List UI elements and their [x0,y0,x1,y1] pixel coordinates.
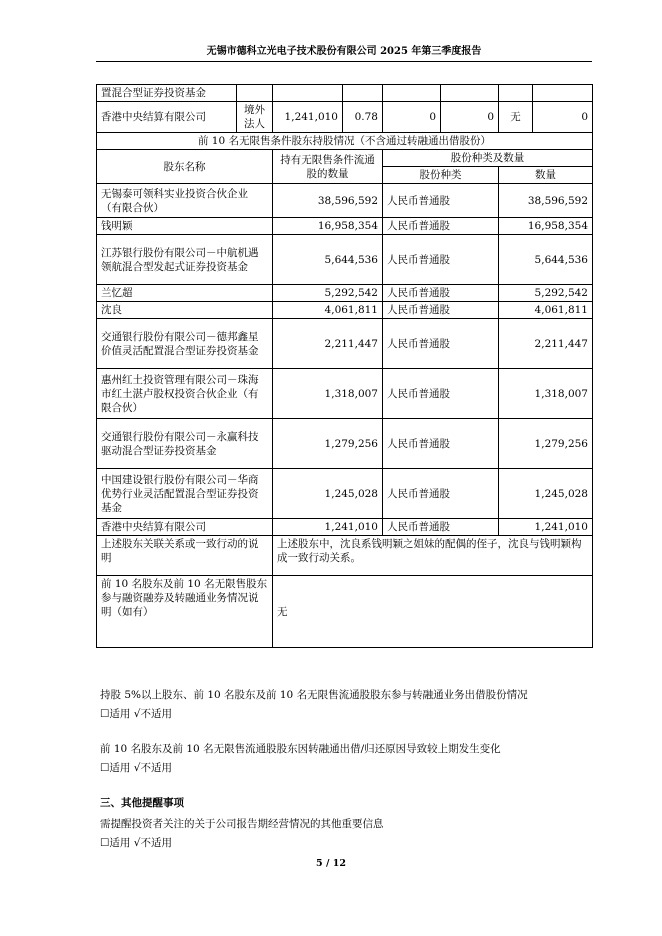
table-row [97,319,593,369]
unrestricted-shares: 5,292,542 [273,285,383,302]
shareholder-name: 中国建设银行股份有限公司－华商优势行业灵活配置混合型证券投资基金 [97,469,273,519]
unrestricted-shares: 16,958,354 [273,218,383,235]
unrestricted-shares: 2,211,447 [273,319,383,369]
unrestricted-shares: 4,061,811 [273,302,383,319]
shareholder-name: 交通银行股份有限公司－永赢科技驱动混合型证券投资基金 [97,419,273,469]
shares-held: 1,241,010 [273,102,343,133]
col-header-qty: 数量 [499,167,593,184]
share-quantity: 4,061,811 [499,302,593,319]
report-header: 无锡市德科立光电子技术股份有限公司 2025 年第三季度报告 [96,42,592,62]
share-quantity: 5,292,542 [499,285,593,302]
unrestricted-shares: 1,318,007 [273,369,383,419]
table-row [97,419,593,469]
table-row [97,102,593,133]
table-row [97,218,593,235]
shareholder-name: 置混合型证券投资基金 [97,85,237,102]
shareholder-name: 惠州红土投资管理有限公司－珠海市红土湛卢股权投资合伙企业（有限合伙） [97,369,273,419]
col-header-type: 股份种类 [383,167,499,184]
table-row [97,285,593,302]
pledge-status: 无 [499,102,533,133]
shareholder-name: 交通银行股份有限公司－德邦鑫星价值灵活配置混合型证券投资基金 [97,319,273,369]
share-type: 人民币普通股 [383,419,499,469]
share-type: 人民币普通股 [383,369,499,419]
shareholder-table [96,84,593,648]
relation-label: 上述股东关联关系或一致行动的说明 [97,536,273,576]
share-quantity: 1,279,256 [499,419,593,469]
shareholder-name: 香港中央结算有限公司 [97,519,273,536]
p2-title: 前 10 名股东及前 10 名无限售流通股股东因转融通出借/归还原因导致较上期发生变化 [100,743,501,755]
shareholder-name: 沈良 [97,302,273,319]
restricted-shares: 0 [383,102,441,133]
pledge-quantity: 0 [533,102,593,133]
s3-option: ☐适用 √不适用 [100,837,172,849]
section-title: 前 10 名无限售条件股东持股情况（不含通过转融通出借股份） [97,133,593,150]
share-type: 人民币普通股 [383,319,499,369]
holding-ratio: 0.78 [343,102,383,133]
share-quantity: 2,211,447 [499,319,593,369]
p2-option: ☐适用 √不适用 [100,762,172,774]
col-header-unrestricted: 持有无限售条件流通股的数量 [273,150,383,184]
table-row [97,184,593,218]
shareholder-name: 钱明颖 [97,218,273,235]
share-type: 人民币普通股 [383,235,499,285]
table-row [97,235,593,285]
page-number: 5 / 12 [316,858,346,869]
unrestricted-shares: 1,279,256 [273,419,383,469]
p1-option: ☐适用 √不适用 [100,708,172,720]
shareholder-name: 香港中央结算有限公司 [97,102,237,133]
relation-text: 上述股东中，沈良系钱明颖之姐妹的配偶的侄子，沈良与钱明颖构成一致行动关系。 [273,536,593,576]
share-quantity: 38,596,592 [499,184,593,218]
share-type: 人民币普通股 [383,519,499,536]
unrestricted-shares: 5,644,536 [273,235,383,285]
share-type: 人民币普通股 [383,184,499,218]
table-row [97,519,593,536]
shareholder-name: 无锡泰可领科实业投资合伙企业（有限合伙） [97,184,273,218]
share-quantity: 1,318,007 [499,369,593,419]
table-row [97,85,593,102]
share-quantity: 1,245,028 [499,469,593,519]
pledged-restricted: 0 [441,102,499,133]
share-quantity: 5,644,536 [499,235,593,285]
share-quantity: 16,958,354 [499,218,593,235]
s3-title: 需提醒投资者关注的关于公司报告期经营情况的其他重要信息 [100,818,384,830]
share-type: 人民币普通股 [383,218,499,235]
unrestricted-shares: 1,245,028 [273,469,383,519]
margin-text: 无 [273,576,593,648]
shareholder-name: 兰忆超 [97,285,273,302]
shareholder-name: 江苏银行股份有限公司－中航机遇领航混合型发起式证券投资基金 [97,235,273,285]
unrestricted-shares: 1,241,010 [273,519,383,536]
margin-label: 前 10 名股东及前 10 名无限售股东参与融资融券及转融通业务情况说明（如有） [97,576,273,648]
p1-title: 持股 5%以上股东、前 10 名股东及前 10 名无限售流通股股东参与转融通业务出借股份情况 [100,689,528,701]
col-header-name: 股东名称 [97,150,273,184]
section-heading: 三、其他提醒事项 [100,797,184,809]
unrestricted-shares: 38,596,592 [273,184,383,218]
shareholder-nature: 境外法人 [237,102,273,133]
table-row [97,369,593,419]
col-header-type-qty: 股份种类及数量 [383,150,593,167]
share-type: 人民币普通股 [383,469,499,519]
share-type: 人民币普通股 [383,285,499,302]
table-row [97,302,593,319]
share-type: 人民币普通股 [383,302,499,319]
table-row [97,469,593,519]
share-quantity: 1,241,010 [499,519,593,536]
